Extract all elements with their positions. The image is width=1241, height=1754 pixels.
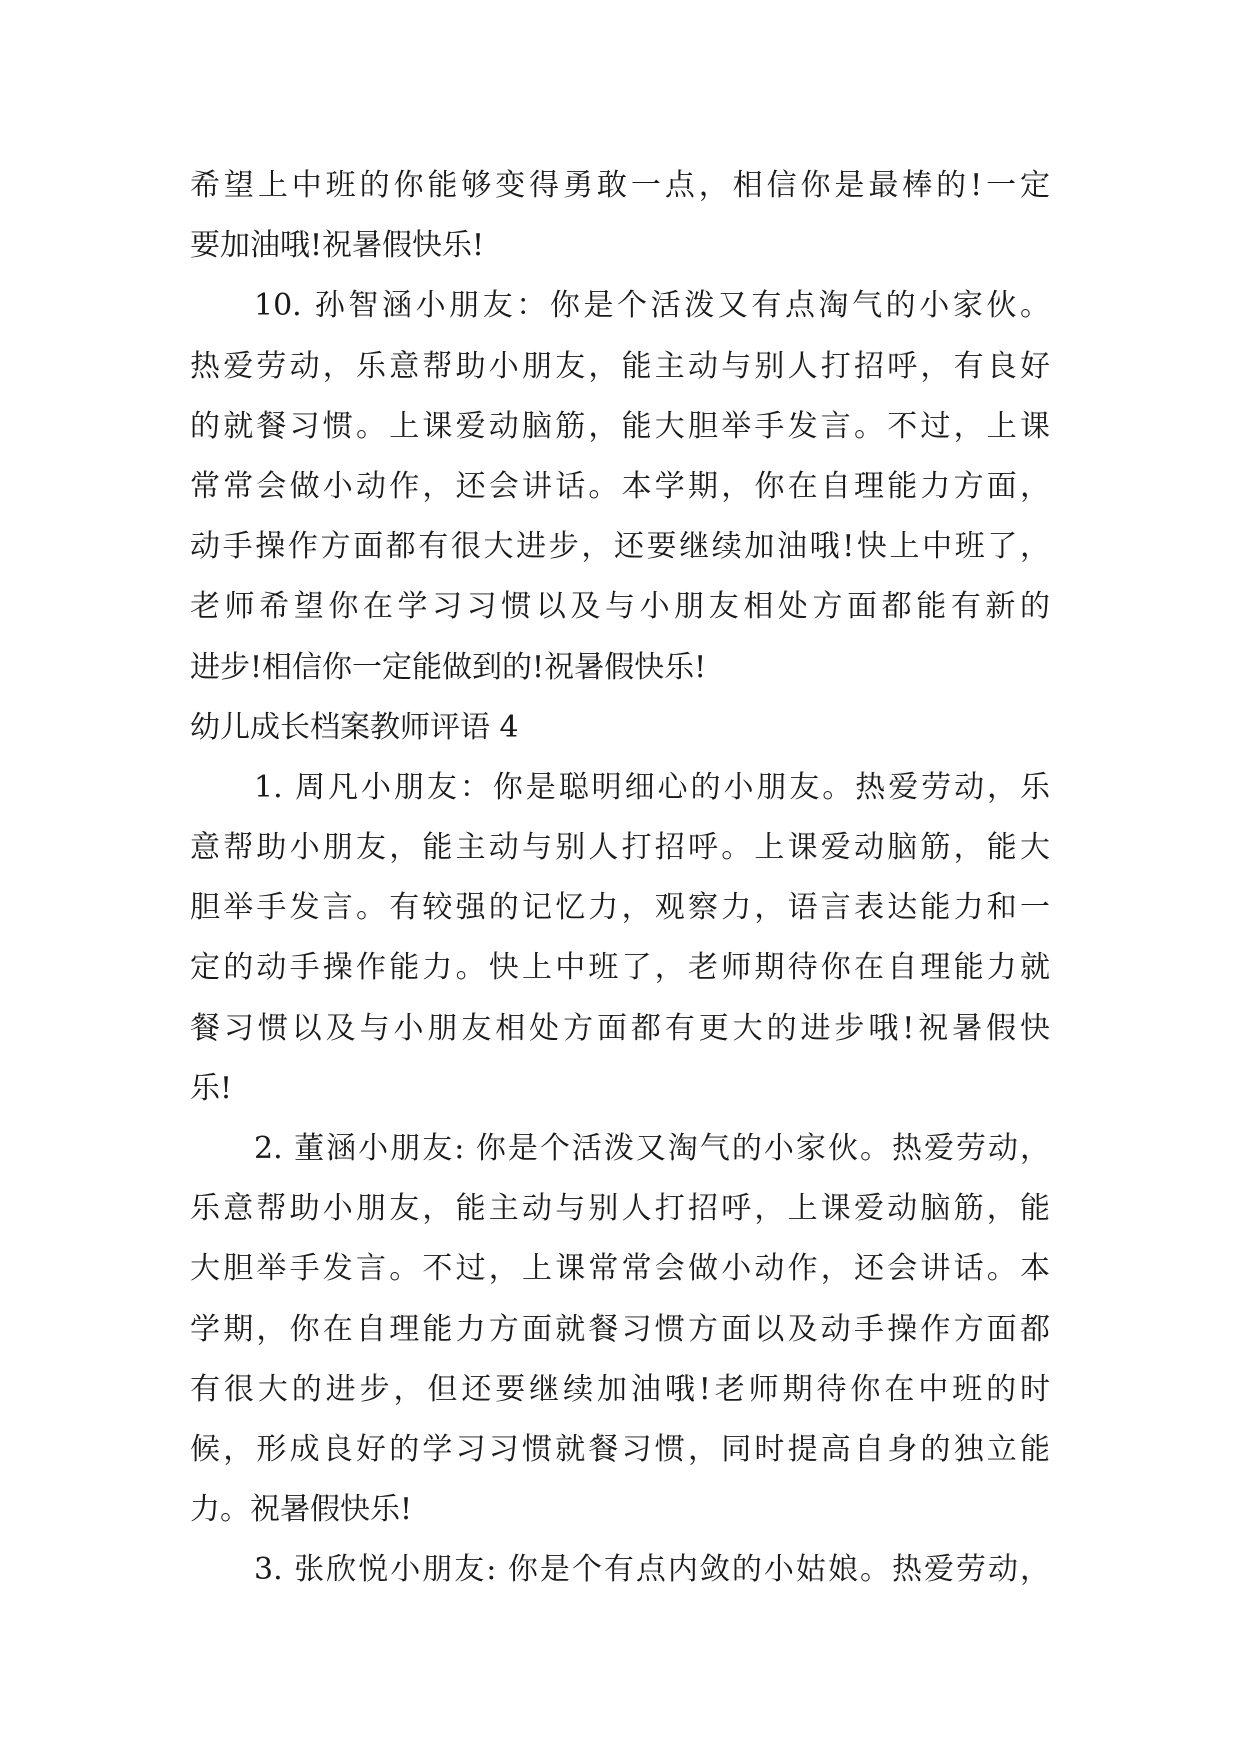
paragraph-line: 胆举手发言。有较强的记忆力，观察力，语言表达能力和一 xyxy=(190,890,1050,926)
comment-entry-2 xyxy=(190,1119,1050,1540)
section-heading: 幼儿成长档案教师评语 4 xyxy=(190,709,519,745)
paragraph-line: 学期，你在自理能力方面就餐习惯方面以及动手操作方面都 xyxy=(190,1311,1050,1347)
paragraph-line: 1. 周凡小朋友：你是聪明细心的小朋友。热爱劳动，乐 xyxy=(254,769,1050,805)
paragraph-line: 要加油哦!祝暑假快乐! xyxy=(190,228,485,264)
paragraph-line: 候，形成良好的学习习惯就餐习惯，同时提高自身的独立能 xyxy=(190,1431,1050,1467)
paragraph-line: 希望上中班的你能够变得勇敢一点，相信你是最棒的!一定 xyxy=(190,168,1050,203)
comment-entry-3 xyxy=(190,1540,1050,1600)
paragraph-line: 3. 张欣悦小朋友: 你是个有点内敛的小姑娘。热爱劳动， xyxy=(254,1552,1050,1588)
comment-entry-1 xyxy=(190,758,1050,1119)
comment-entry-10 xyxy=(190,276,1050,697)
paragraph-line: 餐习惯以及与小朋友相处方面都有更大的进步哦!祝暑假快 xyxy=(190,1010,1050,1046)
document-body xyxy=(190,156,1050,1601)
paragraph-line: 的就餐习惯。上课爱动脑筋，能大胆举手发言。不过，上课 xyxy=(190,408,1050,444)
paragraph-line: 老师希望你在学习习惯以及与小朋友相处方面都能有新的 xyxy=(190,589,1050,625)
paragraph-line: 乐! xyxy=(190,1070,233,1106)
paragraph-line: 常常会做小动作，还会讲话。本学期，你在自理能力方面， xyxy=(190,468,1050,504)
paragraph-line: 进步!相信你一定能做到的!祝暑假快乐! xyxy=(190,649,707,685)
paragraph-line: 10. 孙智涵小朋友：你是个活泼又有点淘气的小家伙。 xyxy=(254,288,1050,324)
continuation-paragraph xyxy=(190,156,1050,276)
paragraph-line: 乐意帮助小朋友，能主动与别人打招呼，上课爱动脑筋，能 xyxy=(190,1191,1050,1227)
paragraph-line: 大胆举手发言。不过，上课常常会做小动作，还会讲话。本 xyxy=(190,1251,1050,1287)
paragraph-line: 力。祝暑假快乐! xyxy=(190,1492,413,1528)
paragraph-line: 有很大的进步，但还要继续加油哦!老师期待你在中班的时 xyxy=(190,1371,1050,1407)
paragraph-line: 定的动手操作能力。快上中班了，老师期待你在自理能力就 xyxy=(190,950,1050,986)
paragraph-line: 热爱劳动，乐意帮助小朋友，能主动与别人打招呼，有良好 xyxy=(190,348,1050,384)
paragraph-line: 意帮助小朋友，能主动与别人打招呼。上课爱动脑筋，能大 xyxy=(190,830,1050,866)
paragraph-line: 2. 董涵小朋友: 你是个活泼又淘气的小家伙。热爱劳动， xyxy=(254,1131,1050,1166)
paragraph-line: 动手操作方面都有很大进步，还要继续加油哦!快上中班了， xyxy=(190,529,1050,565)
